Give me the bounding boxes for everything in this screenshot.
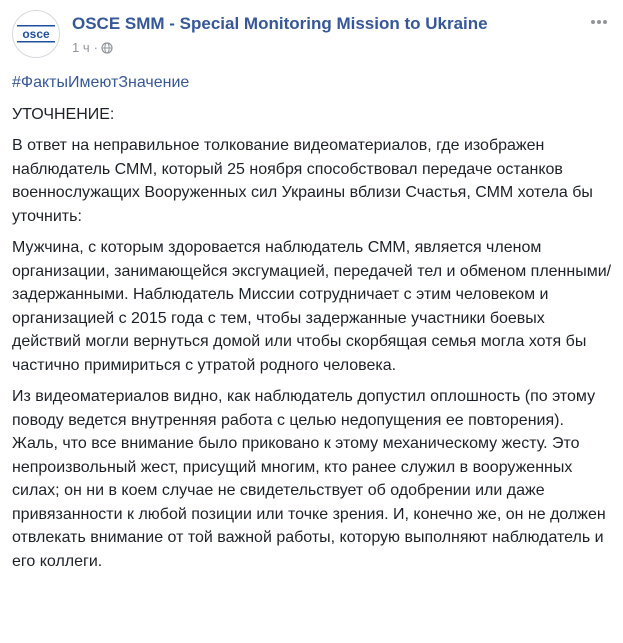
avatar-logo-text: osce [22, 27, 50, 41]
meta-separator: · [93, 40, 98, 55]
globe-icon [101, 42, 113, 54]
post-meta [72, 40, 113, 55]
hashtag-link[interactable]: #ФактыИмеютЗначение [12, 74, 190, 91]
post-paragraph: Мужчина, с которым здоровается наблюдатель СММ, является членом организации, занимающейся эксгумацией, передачей тел и обменом пленными/задержанными. Наблюдатель Миссии сотрудничает с этим человеком и организацией с 2015 года с тем, чтобы задержанные участники боевых действий могли вернуться домой или чтобы скорбящая семья могла хотя бы частично примириться с утратой родного человека. [12, 239, 612, 374]
more-options-icon[interactable] [587, 14, 611, 30]
post-header [12, 10, 611, 62]
post-heading: УТОЧНЕНИЕ: [12, 105, 115, 123]
post-content [12, 71, 612, 581]
osce-logo-icon [13, 11, 59, 57]
page-avatar[interactable] [12, 10, 60, 58]
post-paragraph: В ответ на неправильное толкование видеоматериалов, где изображен наблюдатель СММ, который 25 ноября способствовал передаче останков военнослужащих Вооруженных сил Украины вблизи Счастья, СММ хотела бы уточнить: [12, 137, 593, 225]
post-timestamp[interactable]: 1 ч [72, 40, 90, 55]
post-paragraph: Из видеоматериалов видно, как наблюдатель допустил оплошность (по этому поводу ведется внутренняя работа с целью недопущения ее повторения). Жаль, что все внимание было приковано к этому механическому жесту. Это непроизвольный жест, присущий многим, кто ранее служил в вооруженных силах; он ни в коем случае не свидетельствует об одобрении или даже привязанности к любой позиции или точке зрения. И, конечно же, он не должен отвлекать внимание от той важной работы, которую выполняют наблюдатель и его коллеги. [12, 388, 606, 570]
page-name-link[interactable]: OSCE SMM - Special Monitoring Mission to Ukraine [72, 14, 488, 33]
